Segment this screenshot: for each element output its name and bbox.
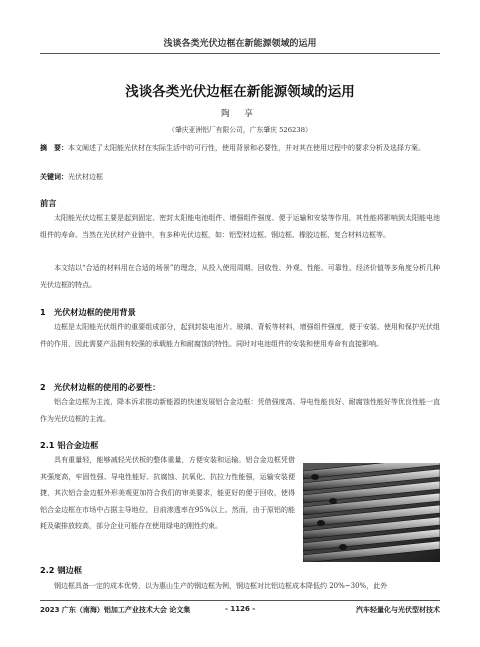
page-footer	[40, 600, 440, 614]
page-number: - 1126 -	[225, 605, 256, 613]
section-heading-2: 2 光伏材边框的使用的必要性：	[40, 382, 161, 392]
footer-section: 汽车轻量化与光伏型材技术	[356, 606, 440, 614]
abstract-text: 本文阐述了太阳能光伏材在实际生活中的可行性，使用背景和必要性，并对其在使用过程中的要求分析及选择方案。	[68, 144, 425, 152]
section-heading-1: 1 光伏材边框的使用背景	[40, 307, 136, 317]
section-1-paragraph: 边框是太阳能光伏组件的重要组成部分，起到封装电池片、玻璃、背板等材料，增强组件强度，便于安装、使用和保护光伏组件的作用，因此需要产品拥有较强的承载能力和耐腐蚀的特性。同时对电池组件的安装和使用寿命有直接影响。	[40, 323, 440, 348]
section-2-2-paragraph: 钢边框具备一定的成本优势，以为惠山生产的钢边框为例，钢边框对比铝边框成本降低约 20%~30%，此外	[54, 582, 388, 590]
intro-paragraph-1: 太阳能光伏边框主要是起到固定、密封太阳能电池组件、增强组件强度、便于运输和安装等作用，其性能将影响到太阳能电池组件的寿命。当然在光伏材产业链中，有多种光伏边框，如：铝型材边框、钢边框、橡胶边框、复合材料边框等。	[40, 214, 440, 239]
author-name: 陶 享	[221, 109, 259, 119]
solar-frame-profiles-photo	[303, 463, 440, 562]
author-affiliation: （肇庆亚洲铝厂有限公司，广东肇庆 526238）	[168, 126, 312, 134]
section-heading-2-2: 2.2 钢边框	[40, 565, 82, 575]
section-2-paragraph: 铝合金边框为主流，降本诉求推动新能源的快速发展铝合金边框：凭借强度高、导电性能良好、耐腐蚀性能好等优良性能一直作为光伏边框的主流。	[40, 398, 440, 423]
keywords	[40, 172, 440, 182]
section-heading-2-1: 2.1 铝合金边框	[40, 440, 99, 450]
footer-proceedings: 2023 广东（南海）铝加工产业技术大会 论文集	[40, 606, 191, 614]
abstract-label: 摘 要：	[40, 144, 68, 152]
abstract	[40, 142, 440, 154]
keywords-label: 关键词：	[40, 173, 68, 181]
article-title: 浅谈各类光伏边框在新能源领域的运用	[125, 84, 355, 100]
intro-paragraph-2: 本文结以“合适的材料用在合适的场景”的理念，从投入使用周期、回收性、外观、性能、可靠性、经济价值等多角度分析几种光伏边框的特点。	[40, 264, 440, 289]
section-2-1-paragraph: 具有重量轻，能够减轻光伏板的整体重量，方便安装和运输。铝合金边框凭借其强度高，牢固性强、导电性能好、抗腐蚀、抗氧化、抗拉力性能强，运输安装便捷，其次铝合金边框外形美观更加符合我们的审美要求，能更好的便于回收，使得铝合金边框在市场中占据主导地位，目前渗透率在95%以上。然而，由于原铝的能耗及碳排放较高，部分企业可能存在使用绿电的刚性约束。	[40, 456, 295, 530]
running-header: 浅谈各类光伏边框在新能源领域的运用	[40, 36, 440, 54]
keywords-text: 光伏材边框	[68, 173, 103, 181]
section-heading-intro: 前言	[40, 198, 57, 208]
